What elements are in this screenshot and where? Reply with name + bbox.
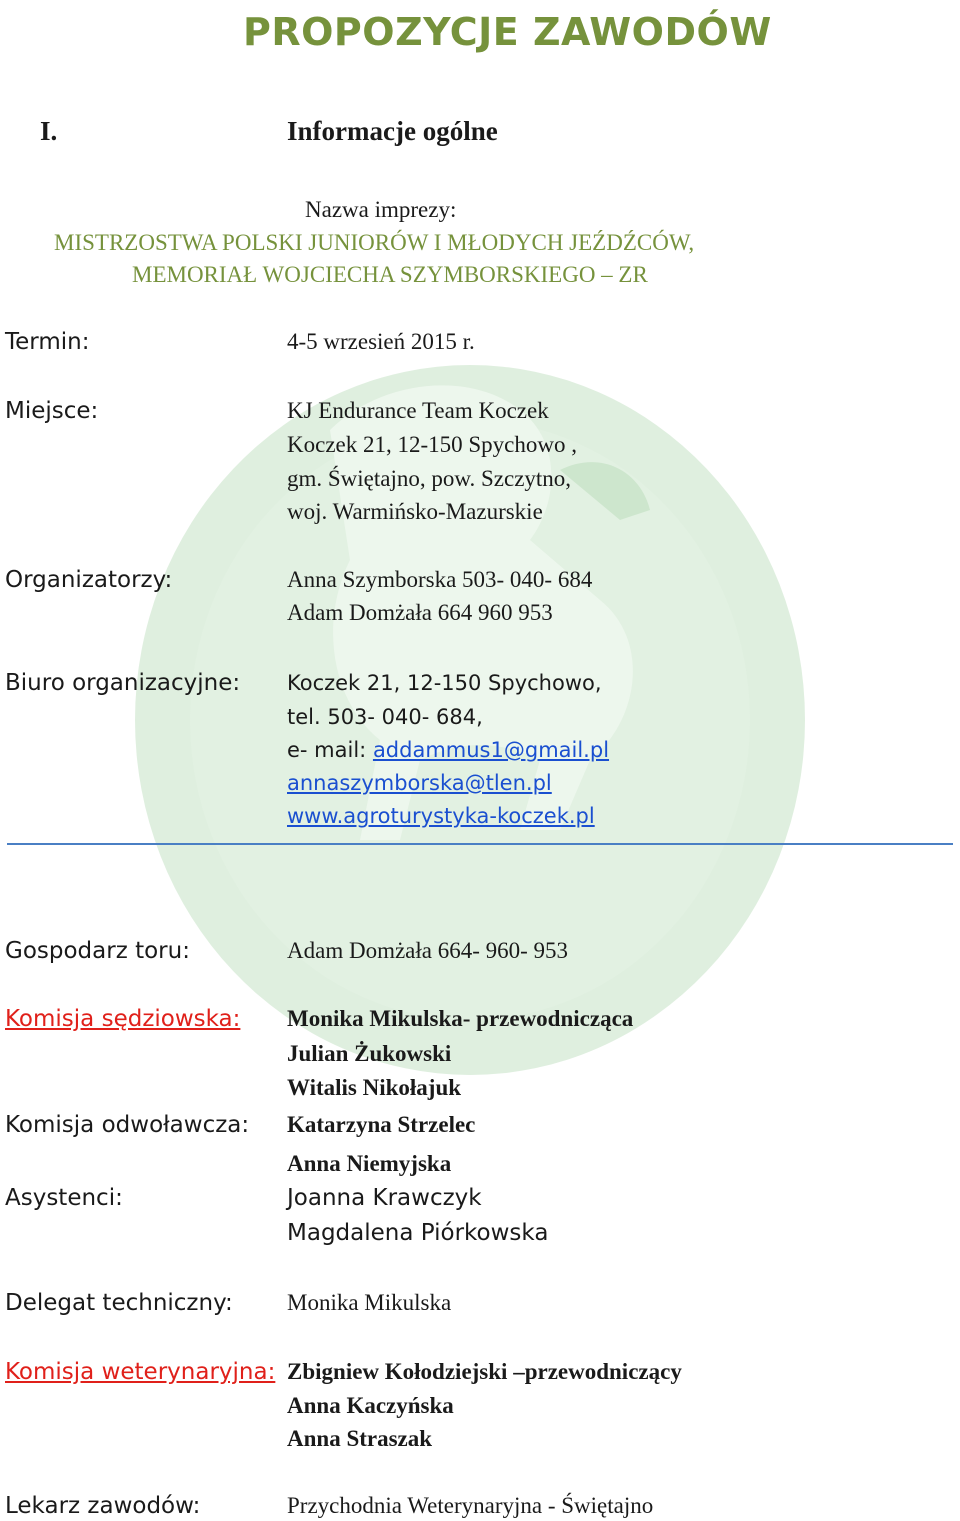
asystent-member: Joanna Krawczyk <box>287 1185 482 1211</box>
organizatorzy-label: Organizatorzy: <box>5 567 173 593</box>
termin-value: 4-5 wrzesień 2015 r. <box>287 329 475 354</box>
biuro-label: Biuro organizacyjne: <box>5 670 241 696</box>
miejsce-line: gm. Świętajno, pow. Szczytno, <box>287 466 572 491</box>
asystenci-label: Asystenci: <box>5 1185 123 1211</box>
sedzia-member: Julian Żukowski <box>287 1041 452 1066</box>
asystent-member: Magdalena Piórkowska <box>287 1220 549 1246</box>
biuro-address: Koczek 21, 12-150 Spychowo, <box>287 671 602 695</box>
miejsce-line: Koczek 21, 12-150 Spychowo , <box>287 432 578 457</box>
weterynarz-member: Zbigniew Kołodziejski –przewodniczący <box>287 1359 682 1384</box>
website-link[interactable]: www.agroturystyka-koczek.pl <box>287 804 595 828</box>
biuro-tel: tel. 503- 040- 684, <box>287 705 483 729</box>
sedzia-member: Witalis Nikołajuk <box>287 1075 462 1100</box>
termin-label: Termin: <box>5 329 90 355</box>
delegat-label: Delegat techniczny: <box>5 1290 233 1316</box>
event-label: Nazwa imprezy: <box>305 197 457 222</box>
weterynarz-member: Anna Straszak <box>287 1426 433 1451</box>
email-link-2[interactable]: annaszymborska@tlen.pl <box>287 771 552 795</box>
email-link-1[interactable]: addammus1@gmail.pl <box>372 738 610 762</box>
biuro-email-row <box>287 735 609 765</box>
lekarz-label: Lekarz zawodów: <box>5 1493 201 1519</box>
gospodarz-value: Adam Domżała 664- 960- 953 <box>287 938 569 963</box>
miejsce-line: KJ Endurance Team Koczek <box>287 398 549 423</box>
lekarz-value: Przychodnia Weterynaryjna - Świętajno <box>287 1493 654 1518</box>
event-name-line1: MISTRZOSTWA POLSKI JUNIORÓW I MŁODYCH JEŹDŹCÓW, <box>54 230 695 255</box>
gospodarz-label: Gospodarz toru: <box>5 938 190 964</box>
email-prefix: e- mail: <box>287 738 367 762</box>
horizontal-divider <box>7 843 953 845</box>
section-number: I. <box>40 116 58 146</box>
odwolawcza-member: Katarzyna Strzelec <box>287 1112 476 1137</box>
komisja-odwolawcza-label: Komisja odwoławcza: <box>5 1112 250 1138</box>
sedzia-member: Monika Mikulska- przewodnicząca <box>287 1006 634 1031</box>
miejsce-line: woj. Warmińsko-Mazurskie <box>287 499 543 524</box>
odwolawcza-member: Anna Niemyjska <box>287 1151 452 1176</box>
document-title: PROPOZYCJE ZAWODÓW <box>243 10 772 54</box>
section-heading: Informacje ogólne <box>287 116 498 146</box>
weterynarz-member: Anna Kaczyńska <box>287 1393 454 1418</box>
event-name-line2: MEMORIAŁ WOJCIECHA SZYMBORSKIEGO – ZR <box>132 262 648 287</box>
komisja-weterynaryjna-label: Komisja weterynaryjna: <box>5 1359 276 1385</box>
miejsce-label: Miejsce: <box>5 398 99 424</box>
organizator-line: Anna Szymborska 503- 040- 684 <box>287 567 593 592</box>
organizator-line: Adam Domżała 664 960 953 <box>287 600 553 625</box>
delegat-value: Monika Mikulska <box>287 1290 452 1315</box>
komisja-sedziowska-label: Komisja sędziowska: <box>5 1006 241 1032</box>
